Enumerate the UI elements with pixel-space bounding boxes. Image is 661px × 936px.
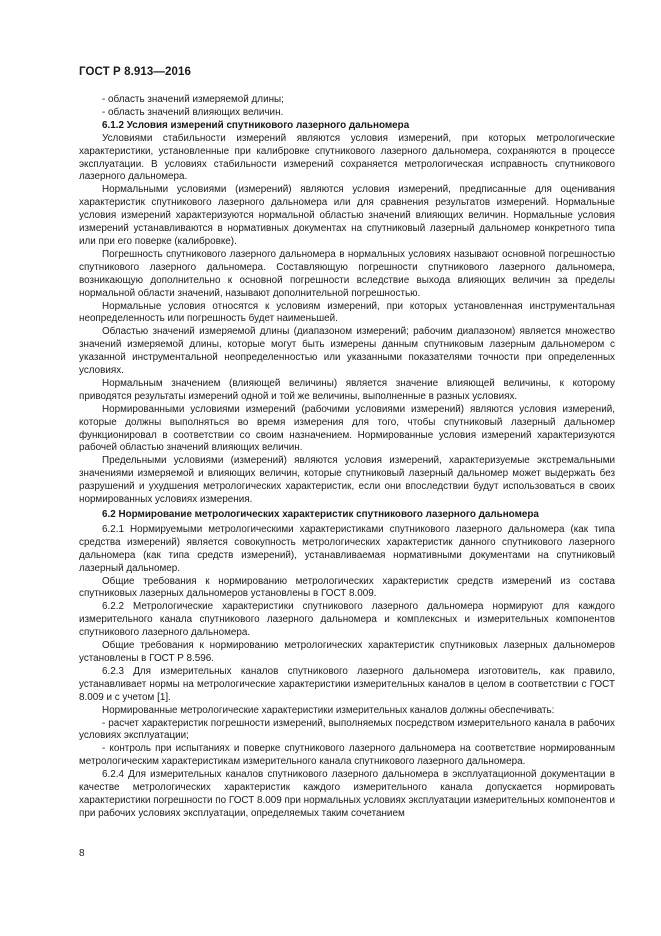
list-item: - область значений влияющих величин. [102,106,284,118]
section-heading-6-2: 6.2 Нормирование метрологических характеристик спутникового лазерного дальномера [102,509,539,520]
paragraph: Общие требования к нормированию метрологических характеристик спутниковых лазерных дальномеров установлены в ГОСТ Р 8.596. [79,640,615,664]
paragraph: Нормированными условиями измерений (рабочими условиями измерений) являются условия измерений, которые должны выполняться во время измерения для того, чтобы спутниковый лазерный дальномер функционировал в соответствии со своим назначением. Нормированные условия измерений характеризуются рабочей областью значений влияющих величин. [79,403,615,454]
document-body [79,94,615,821]
paragraph: Погрешность спутникового лазерного дальномера в нормальных условиях называют основной погрешностью спутникового лазерного дальномера. Составляющую погрешности спутникового лазерного дальномера, возникающую дополнительно к основной погрешности вследствие выхода влияющих величин за пределы нормальной области значений, называют дополнительной погрешностью. [79,248,615,299]
paragraph: Нормальным значением (влияющей величины) является значение влияющей величины, к которому приводятся результаты измерений одной и той же величины, выполненные в разных условиях. [79,377,615,402]
paragraph: Областью значений измеряемой длины (диапазоном измерений; рабочим диапазоном) является множество значений измеряемой длины, которые могут быть измерены данным спутниковым лазерным дальномером с указанной инструментальной неопределенностью или указанными показателями точности при определенных условиях. [79,326,615,377]
paragraph: 6.2.3 Для измерительных каналов спутникового лазерного дальномера изготовитель, как правило, устанавливает нормы на метрологические характеристики измерительных каналов в целом в соответствии с ГОСТ 8.009 и с учетом [1]. [79,665,615,703]
paragraph: 6.2.2 Метрологические характеристики спутникового лазерного дальномера нормируют для каждого измерительного канала спутникового лазерного дальномера и комплексных и измерительных компонентов спутникового лазерного дальномера. [79,601,615,639]
page-number: 8 [79,848,85,859]
paragraph: 6.2.1 Нормируемыми метрологическими характеристиками спутникового лазерного дальномера (как типа средства измерений) является совокупность метрологических характеристик данного спутникового лазерного дальномера (как типа средств измерений), устанавливаемая нормативными документами на спутниковый лазерный дальномер. [79,523,615,574]
paragraph: Условиями стабильности измерений являются условия измерений, при которых метрологические характеристики, установленные при калибровке спутникового лазерного дальномера, сохраняются в процессе эксплуатации. В условиях стабильности измерений сохраняется метрологическая исправность спутникового лазерного дальномера. [79,132,615,183]
list-item: - область значений измеряемой длины; [102,94,284,105]
paragraph: Нормальными условиями (измерений) являются условия измерений, предписанные для оценивания характеристик спутникового лазерного дальномера или для сравнения результатов измерений. Нормальные условия измерений характеризуются нормальной областью значений влияющих величин. Нормальные условия измерений устанавливаются в нормативных документах на спутниковый лазерный дальномер конкретного типа или при его поверке (калибровке). [79,184,615,247]
section-heading-6-1-2: 6.1.2 Условия измерений спутникового лазерного дальномера [102,119,410,131]
document-header: ГОСТ Р 8.913—2016 [79,66,191,78]
paragraph: Предельными условиями (измерений) являются условия измерений, характеризуемые экстремальными значениями измеряемой и влияющих величин, которые спутниковый лазерный дальномер может выдержать без разрушений и ухудшения метрологических характеристик, если они впоследствии будут использоваться в своих нормированных условиях измерения. [79,455,615,506]
paragraph: 6.2.4 Для измерительных каналов спутникового лазерного дальномера в эксплуатационной документации в качестве метрологических характеристик каждого измерительного канала допускается нормировать характеристики погрешности по ГОСТ 8.009 при нормальных условиях эксплуатации измерительных компонентов и при рабочих условиях эксплуатации, определяемых таким сочетанием [79,769,615,819]
paragraph: Нормальные условия относятся к условиям измерений, при которых установленная инструментальная неопределенность или погрешность будет наименьшей. [79,300,615,325]
list-item: - расчет характеристик погрешности измерений, выполняемых посредством измерительного канала в рабочих условиях эксплуатации; [79,717,615,742]
list-item: - контроль при испытаниях и поверке спутникового лазерного дальномера на соответствие нормированным метрологическим характеристикам измерительного канала спутникового лазерного дальномера. [79,743,615,768]
paragraph: Нормированные метрологические характеристики измерительных каналов должны обеспечивать: [102,704,555,716]
paragraph: Общие требования к нормированию метрологических характеристик средств измерений из состава спутниковых лазерных дальномеров установлены в ГОСТ 8.009. [79,575,615,600]
